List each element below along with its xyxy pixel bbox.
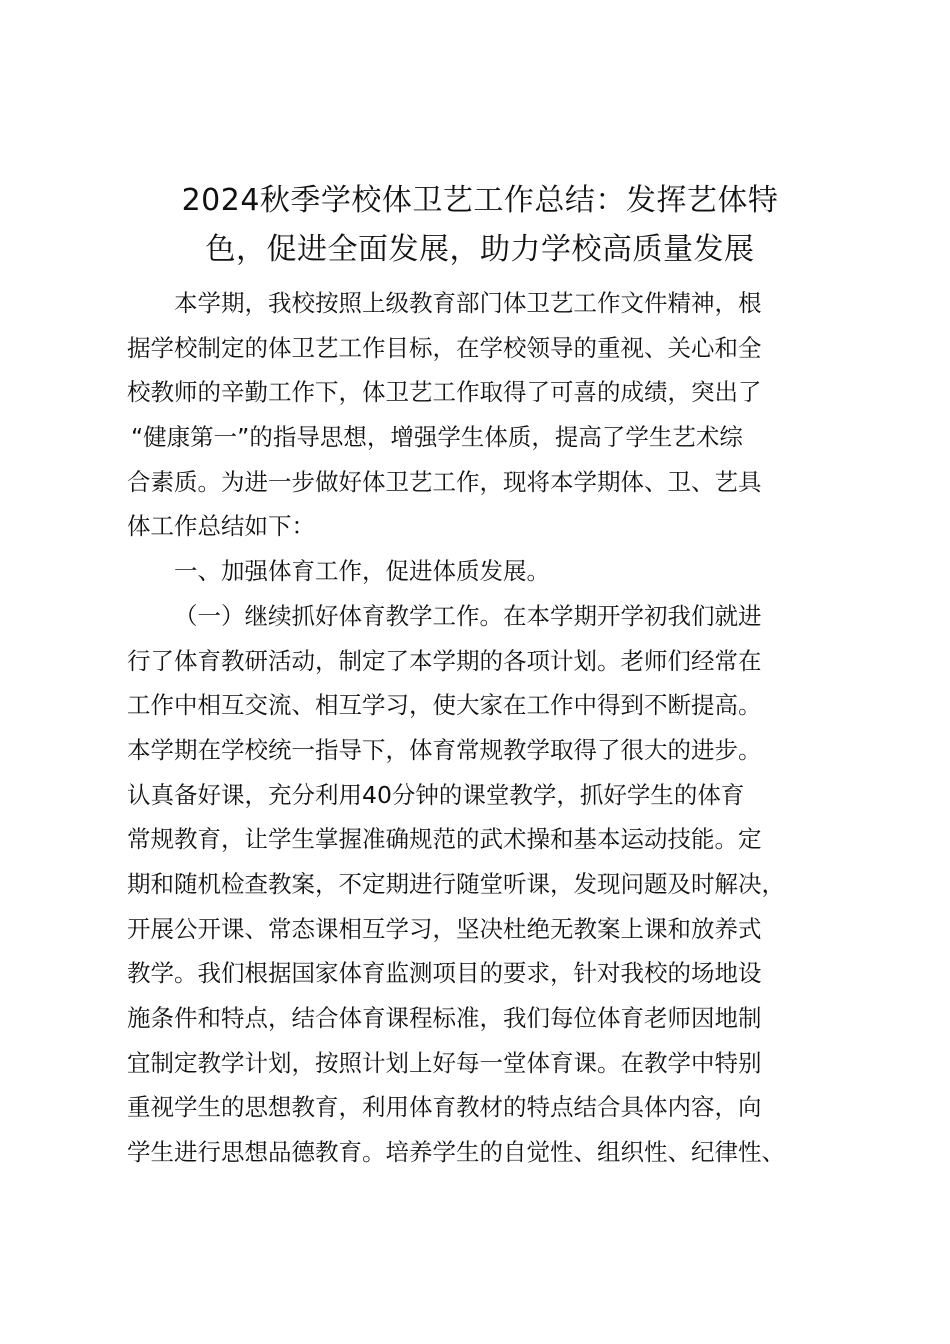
paragraph-intro-line-3: 校教师的辛勤工作下，体卫艺工作取得了可喜的成绩，突出了 [127,378,762,407]
paragraph-sub1-line-3: 工作中相互交流、相互学习，使大家在工作中得到不断提高。 [127,691,762,720]
title-line-1: 2024秋季学校体卫艺工作总结：发挥艺体特 [181,183,779,218]
paragraph-sub1-line-9: 教学。我们根据国家体育监测项目的要求，针对我校的场地设 [127,959,762,988]
section-heading-1: 一、加强体育工作，促进体质发展。 [174,557,550,586]
paragraph-sub1-line-2: 行了体育教研活动，制定了本学期的各项计划。老师们经常在 [127,646,762,675]
paragraph-sub1-line-11: 宜制定教学计划，按照计划上好每一堂体育课。在教学中特别 [127,1048,762,1077]
paragraph-intro-line-6: 体工作总结如下： [127,512,315,541]
paragraph-intro-line-5: 合素质。为进一步做好体卫艺工作，现将本学期体、卫、艺具 [127,467,762,496]
paragraph-sub1-line-4: 本学期在学校统一指导下，体育常规教学取得了很大的进步。 [127,735,762,764]
paragraph-sub1-line-8: 开展公开课、常态课相互学习，坚决杜绝无教案上课和放养式 [127,914,762,943]
document-body [127,281,857,1175]
paragraph-sub1-line-7: 期和随机检查教案，不定期进行随堂听课，发现问题及时解决， [127,869,785,898]
paragraph-sub1-line-13: 学生进行思想品德教育。培养学生的自觉性、组织性、纪律性、 [127,1138,785,1167]
title-line-2: 色，促进全面发展，助力学校高质量发展 [205,232,755,267]
paragraph-intro-line-4: “健康第一”的指导思想，增强学生体质，提高了学生艺术综 [131,423,743,452]
paragraph-sub1-line-12: 重视学生的思想教育，利用体育教材的特点结合具体内容，向 [127,1093,762,1122]
paragraph-sub1-line-1: （一）继续抓好体育教学工作。在本学期开学初我们就进 [174,601,762,630]
paragraph-sub1-line-5: 认真备好课，充分利用40分钟的课堂教学，抓好学生的体育 [127,780,745,809]
paragraph-intro-line-2: 据学校制定的体卫艺工作目标，在学校领导的重视、关心和全 [127,333,762,362]
paragraph-sub1-line-6: 常规教育，让学生掌握准确规范的武术操和基本运动技能。定 [127,825,762,854]
paragraph-intro-line-1: 本学期，我校按照上级教育部门体卫艺工作文件精神，根 [174,289,762,317]
document-title [110,176,850,274]
paragraph-sub1-line-10: 施条件和特点，结合体育课程标准，我们每位体育老师因地制 [127,1004,762,1032]
